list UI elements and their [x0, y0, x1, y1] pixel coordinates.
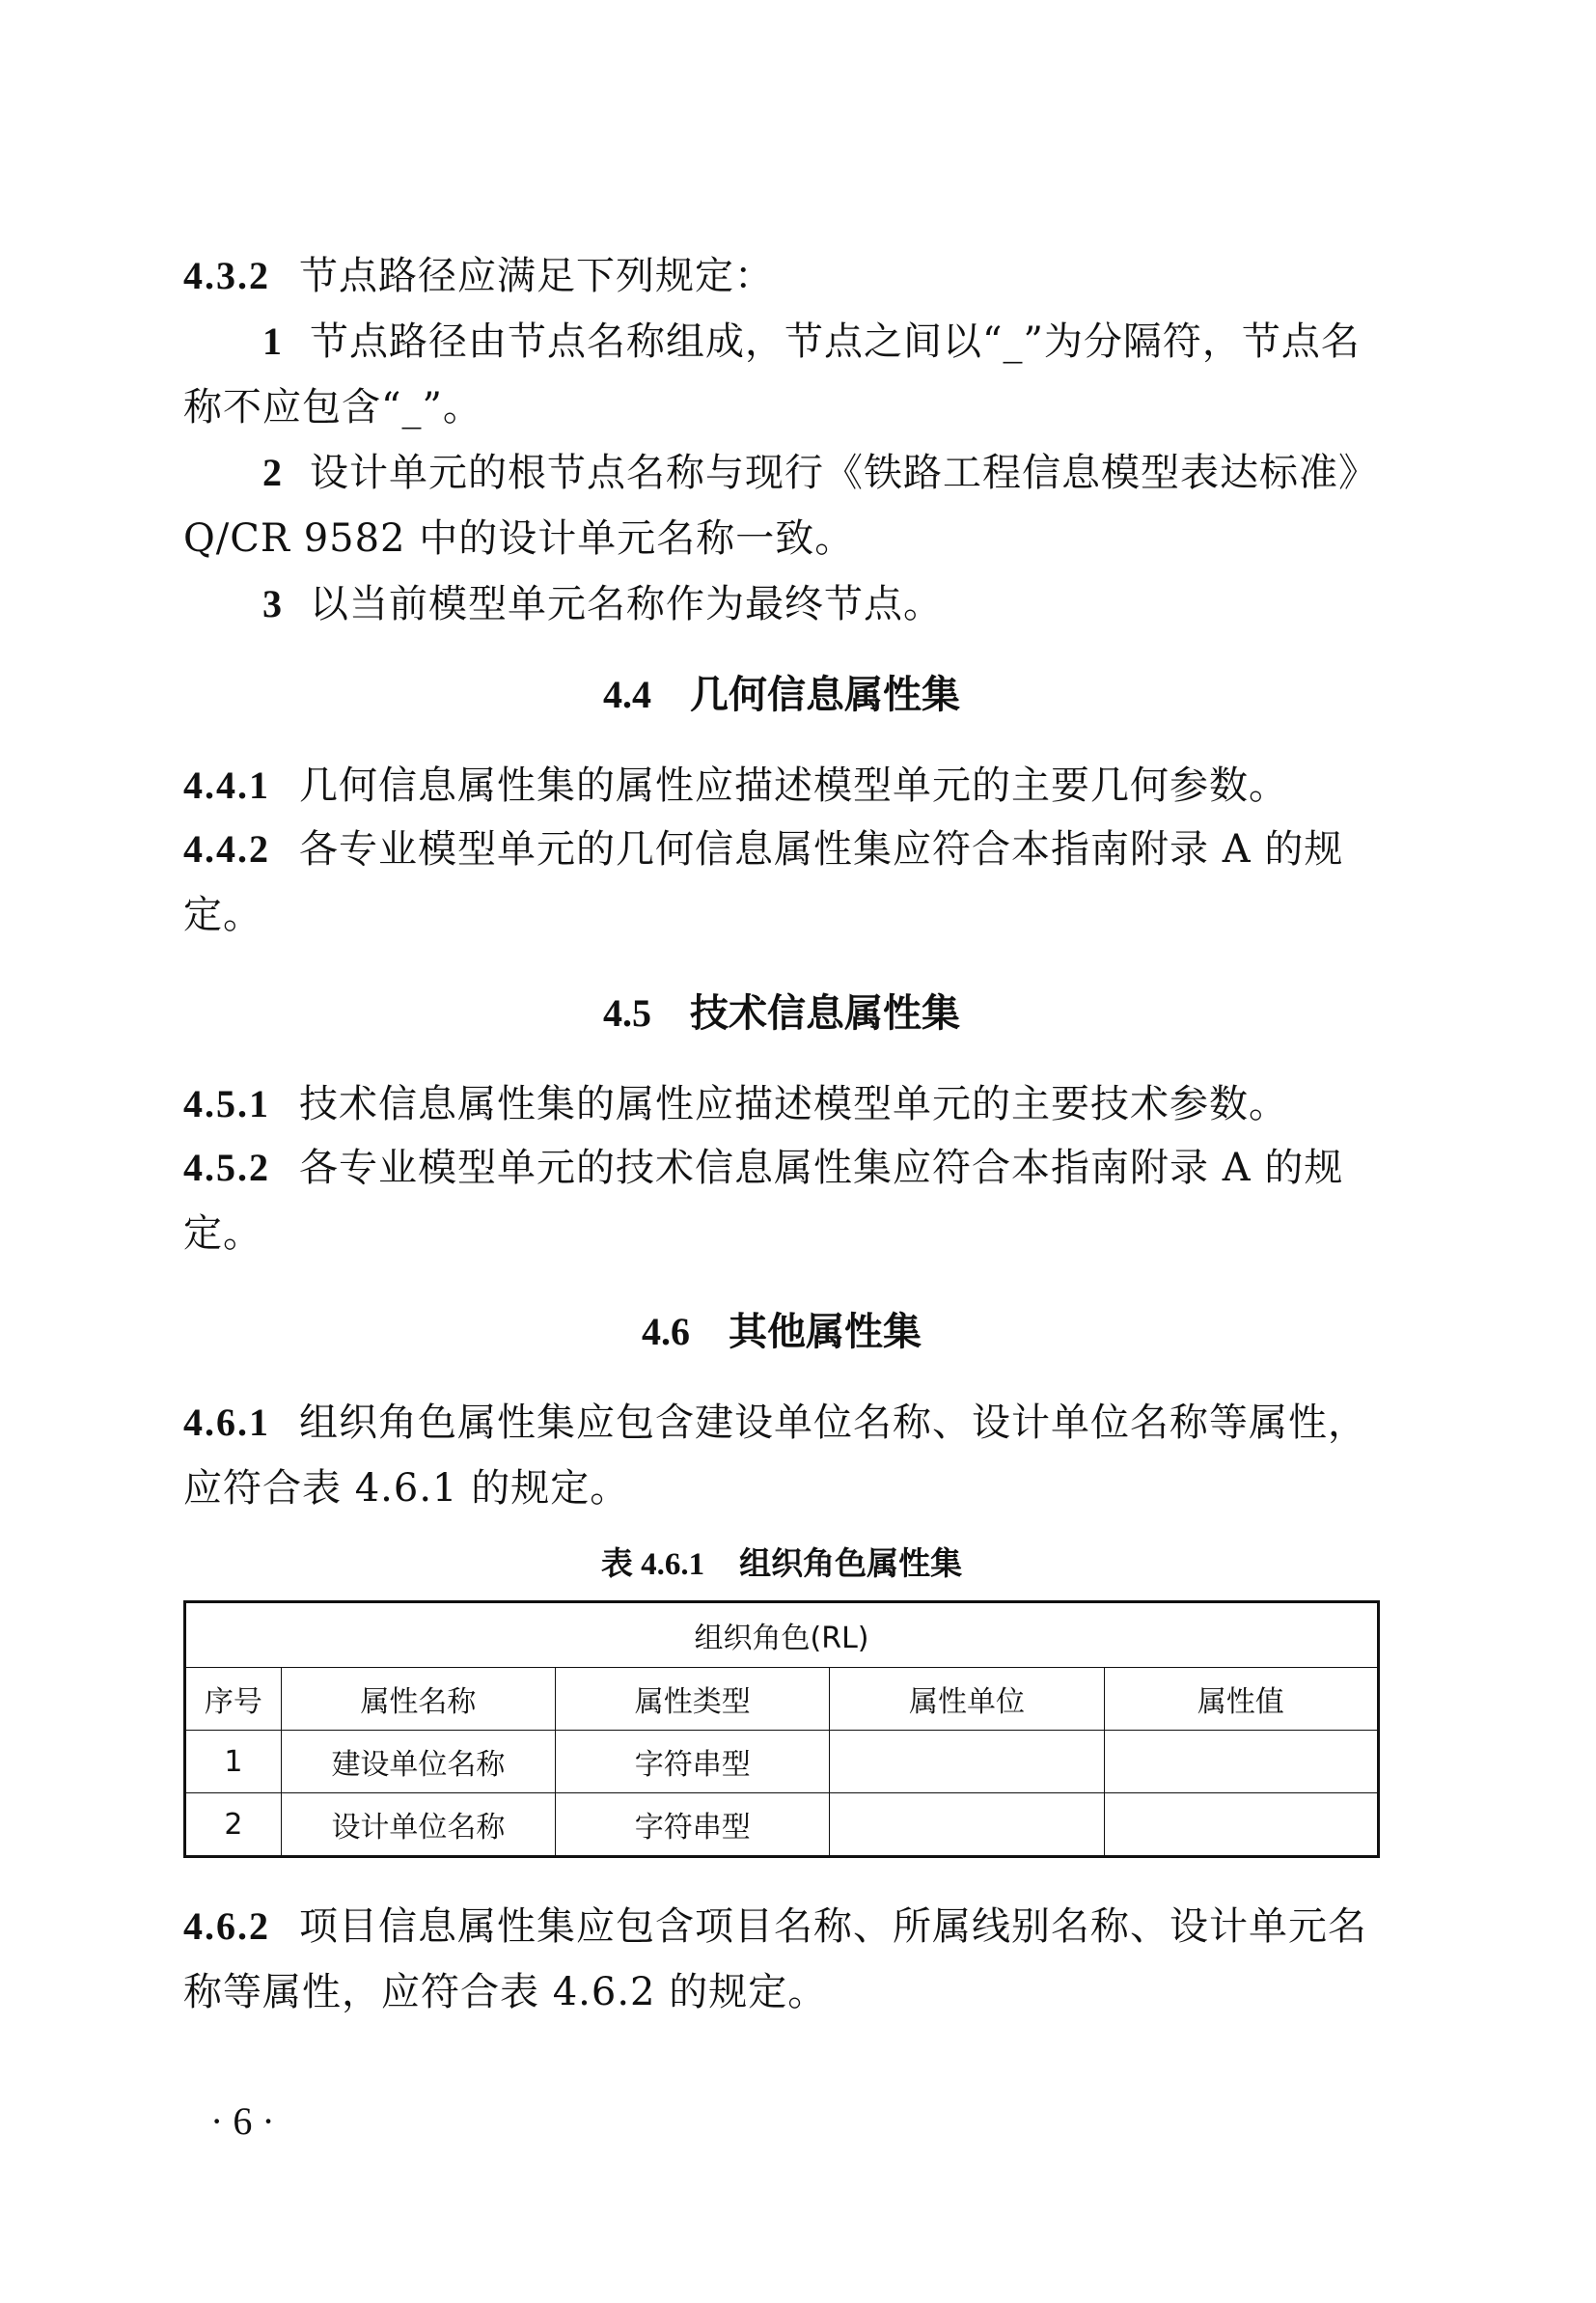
clause-4-6-1 [183, 1390, 1380, 1521]
clause-4-5-2 [183, 1135, 1380, 1266]
clause-number: 4.4.1 [183, 763, 270, 807]
item-number: 2 [262, 451, 283, 494]
clause-4-3-2-item-1 [183, 309, 1380, 440]
table-group-header: 组织角色(RL) [185, 1602, 1379, 1668]
clause-number: 4.6.1 [183, 1401, 270, 1444]
column-header: 属性值 [1104, 1668, 1378, 1731]
column-header: 序号 [185, 1668, 282, 1731]
table-title: 组织角色属性集 [739, 1544, 963, 1582]
item-text: 以当前模型单元名称作为最终节点。 [310, 582, 943, 626]
column-header: 属性名称 [281, 1668, 555, 1731]
table-row [185, 1731, 1379, 1793]
table-caption [183, 1542, 1380, 1586]
clause-number: 4.3.2 [183, 254, 270, 297]
table-cell: 1 [185, 1731, 282, 1793]
clause-number: 4.5.2 [183, 1146, 270, 1189]
org-role-attribute-table [183, 1600, 1380, 1858]
column-header: 属性单位 [830, 1668, 1104, 1731]
clause-text: 节点路径应满足下列规定： [299, 254, 774, 298]
clause-4-4-1 [183, 753, 1380, 819]
clause-4-4-2 [183, 817, 1380, 948]
clause-4-3-2 [183, 243, 1380, 309]
clause-text: 各专业模型单元的技术信息属性集应符合本指南附录 A 的规定。 [183, 1146, 1344, 1256]
table-cell: 建设单位名称 [281, 1731, 555, 1793]
clause-number: 4.4.2 [183, 827, 270, 871]
item-text: 设计单元的根节点名称与现行《铁路工程信息模型表达标准》Q/CR 9582 中的设计单元名称一致。 [183, 451, 1378, 561]
table-cell: 字符串型 [556, 1793, 830, 1857]
section-heading-4-6 [183, 1303, 1380, 1361]
clause-text: 各专业模型单元的几何信息属性集应符合本指南附录 A 的规定。 [183, 827, 1344, 937]
item-number: 1 [262, 319, 283, 363]
page-number: · 6 · [210, 2099, 275, 2143]
table-row [185, 1793, 1379, 1857]
table-cell [1104, 1793, 1378, 1857]
table-cell: 设计单位名称 [281, 1793, 555, 1857]
clause-text: 技术信息属性集的属性应描述模型单元的主要技术参数。 [299, 1082, 1288, 1126]
clause-4-5-1 [183, 1071, 1380, 1137]
section-heading-4-4 [183, 666, 1380, 724]
section-number: 4.4 [603, 673, 651, 716]
column-header: 属性类型 [556, 1668, 830, 1731]
item-text: 节点路径由节点名称组成，节点之间以“_”为分隔符，节点名称不应包含“_”。 [183, 319, 1361, 430]
table-cell [830, 1731, 1104, 1793]
clause-4-6-2 [183, 1894, 1380, 2025]
section-title: 其他属性集 [729, 1310, 922, 1354]
clause-number: 4.5.1 [183, 1082, 270, 1125]
section-number: 4.5 [603, 991, 651, 1035]
clause-text: 几何信息属性集的属性应描述模型单元的主要几何参数。 [299, 763, 1288, 808]
table-cell: 2 [185, 1793, 282, 1857]
section-title: 技术信息属性集 [690, 991, 960, 1036]
section-number: 4.6 [642, 1310, 690, 1353]
table-header-row [185, 1668, 1379, 1731]
clause-text: 组织角色属性集应包含建设单位名称、设计单位名称等属性，应符合表 4.6.1 的规定。 [183, 1401, 1367, 1511]
clause-4-3-2-item-3 [183, 571, 1380, 637]
section-title: 几何信息属性集 [690, 673, 960, 717]
clause-4-3-2-item-2 [183, 440, 1380, 571]
section-heading-4-5 [183, 985, 1380, 1042]
table-number: 表 4.6.1 [600, 1547, 705, 1582]
clause-text: 项目信息属性集应包含项目名称、所属线别名称、设计单元名称等属性，应符合表 4.6.2 的规定。 [183, 1904, 1367, 2014]
table-cell: 字符串型 [556, 1731, 830, 1793]
clause-number: 4.6.2 [183, 1904, 270, 1948]
table-cell [1104, 1731, 1378, 1793]
table-cell [830, 1793, 1104, 1857]
item-number: 3 [262, 582, 283, 625]
